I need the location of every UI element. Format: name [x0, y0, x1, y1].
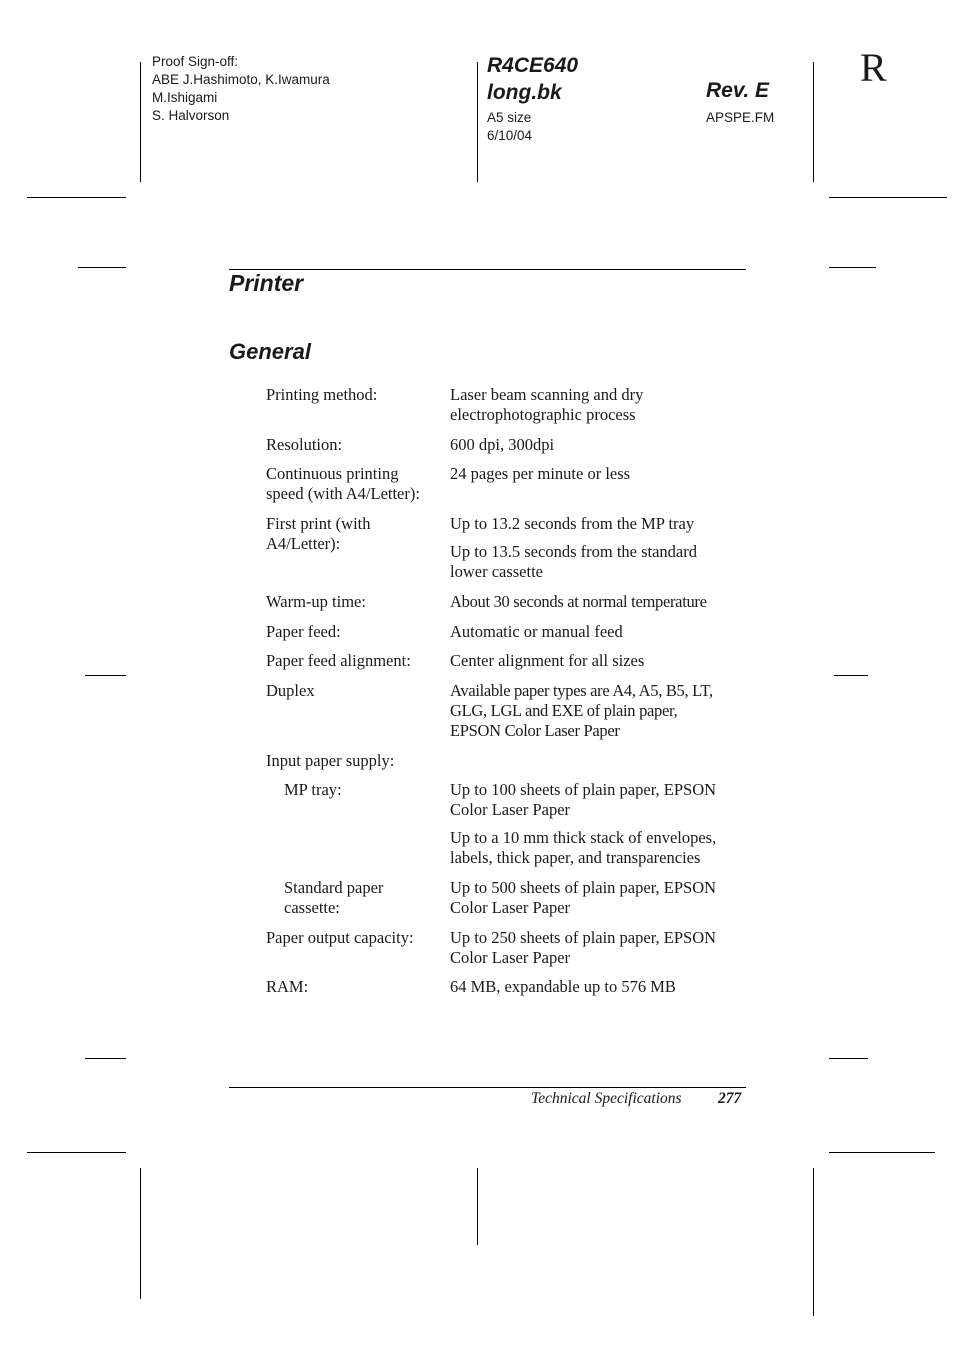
spec-value: About 30 seconds at normal temperature: [450, 592, 707, 611]
crop-mark: [834, 675, 868, 676]
footer-rule: [229, 1087, 746, 1088]
section-heading: General: [229, 339, 311, 364]
crop-mark: [829, 197, 947, 198]
doc-code-block: [487, 52, 578, 106]
spec-label: First print (with A4/Letter):: [266, 514, 371, 553]
crop-mark: [85, 1058, 126, 1059]
crop-mark: [85, 675, 126, 676]
footer-section-name: Technical Specifications: [531, 1090, 682, 1107]
crop-mark: [477, 1168, 478, 1245]
spec-value: Up to 13.5 seconds from the standard lower cassette: [450, 542, 697, 581]
spec-value: Up to 100 sheets of plain paper, EPSON Color Laser Paper: [450, 780, 717, 819]
proof-signoff: [152, 53, 330, 125]
crop-mark: [27, 1152, 126, 1153]
spec-value: Laser beam scanning and dry electrophotographic process: [450, 385, 644, 424]
crop-mark: [829, 267, 876, 268]
spec-label: RAM:: [266, 977, 309, 996]
proof-line: M.Ishigami: [152, 90, 218, 105]
title-rule: [229, 269, 746, 270]
crop-mark: [140, 62, 141, 182]
crop-mark: [813, 62, 814, 182]
spec-label: Printing method:: [266, 385, 378, 404]
spec-value: Center alignment for all sizes: [450, 651, 645, 670]
spec-label: Resolution:: [266, 435, 343, 454]
spec-sublabel: MP tray:: [284, 780, 342, 799]
file-name: APSPE.FM: [706, 110, 775, 125]
spec-label: Duplex: [266, 681, 315, 700]
spec-label: Warm-up time:: [266, 592, 366, 611]
spec-label: Paper feed:: [266, 622, 341, 641]
crop-mark: [78, 267, 126, 268]
crop-mark: [829, 1058, 868, 1059]
spec-sublabel: Standard paper cassette:: [284, 878, 384, 917]
spec-label: Input paper supply:: [266, 751, 395, 770]
spec-value: Automatic or manual feed: [450, 622, 623, 641]
spec-label: Paper output capacity:: [266, 928, 414, 947]
spec-label: Continuous printing speed (with A4/Letter):: [266, 464, 420, 503]
crop-mark: [477, 62, 478, 182]
crop-mark: [829, 1152, 935, 1153]
paper-size: A5 size: [487, 110, 532, 125]
crop-mark: [140, 1168, 141, 1299]
proof-line: ABE J.Hashimoto, K.Iwamura: [152, 72, 330, 87]
page-title: Printer: [229, 270, 304, 296]
doc-date: 6/10/04: [487, 128, 533, 143]
spec-value: Up to a 10 mm thick stack of envelopes, labels, thick paper, and transparencies: [450, 828, 717, 867]
spec-value: Up to 13.2 seconds from the MP tray: [450, 514, 695, 533]
spec-value: Up to 500 sheets of plain paper, EPSON Color Laser Paper: [450, 878, 717, 917]
crop-mark: [813, 1168, 814, 1316]
spec-label: Paper feed alignment:: [266, 651, 411, 670]
model-code: R4CE640: [487, 54, 579, 77]
spec-value: 600 dpi, 300dpi: [450, 435, 555, 454]
section-letter: R: [860, 45, 887, 90]
revision-label: Rev. E: [706, 79, 770, 102]
spec-value: Available paper types are A4, A5, B5, LT, GLG, LGL and EXE of plain paper, EPSON Color Laser Paper: [450, 681, 713, 740]
crop-mark: [27, 197, 126, 198]
spec-value: 24 pages per minute or less: [450, 464, 631, 483]
spec-value: 64 MB, expandable up to 576 MB: [450, 977, 676, 996]
page-number: 277: [718, 1090, 742, 1107]
spec-value: Up to 250 sheets of plain paper, EPSON Color Laser Paper: [450, 928, 717, 967]
book-file: long.bk: [487, 81, 562, 104]
proof-line: Proof Sign-off:: [152, 54, 239, 69]
proof-line: S. Halvorson: [152, 108, 230, 123]
